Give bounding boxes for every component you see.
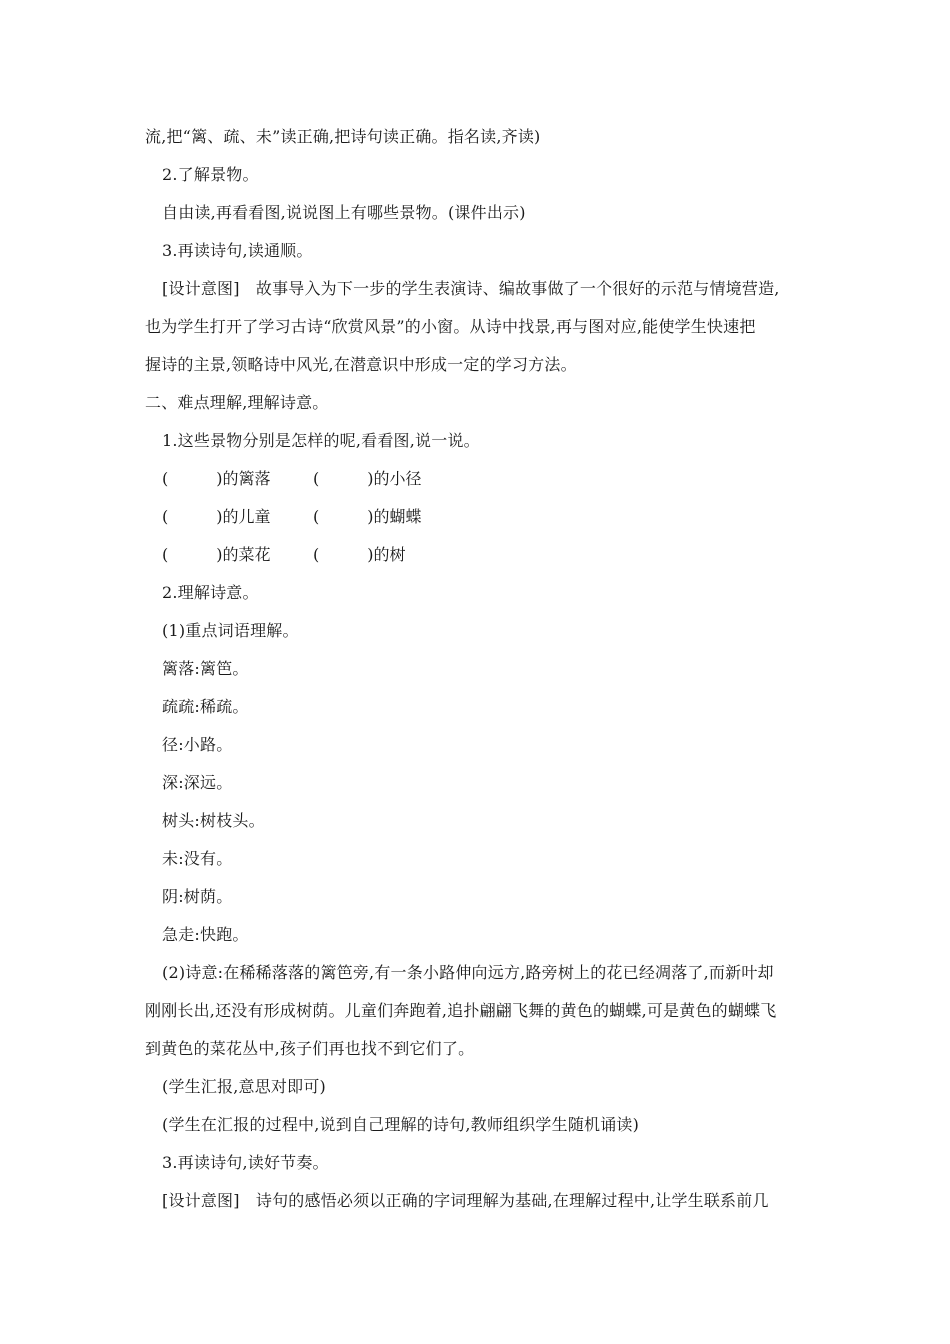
vocab-item: 急走:快跑。 <box>162 925 249 944</box>
poem-meaning-line: (2)诗意:在稀稀落落的篱笆旁,有一条小路伸向远方,路旁树上的花已经凋落了,而新叶却 <box>162 963 774 982</box>
note-line: (学生在汇报的过程中,说到自己理解的诗句,教师组织学生随机诵读) <box>162 1115 640 1134</box>
fill-blank-item: ( )的小径 <box>313 469 422 488</box>
vocab-item: 阴:树荫。 <box>162 887 233 906</box>
vocab-item: 篱落:篱笆。 <box>162 659 249 678</box>
paragraph-line: 握诗的主景,领略诗中风光,在潜意识中形成一定的学习方法。 <box>145 355 577 374</box>
vocab-item: 径:小路。 <box>162 735 233 754</box>
vocab-item: 疏疏:稀疏。 <box>162 697 249 716</box>
section-heading: 二、难点理解,理解诗意。 <box>145 393 329 412</box>
section-heading: 2.了解景物。 <box>162 165 259 184</box>
fill-blank-item: ( )的蝴蝶 <box>313 507 422 526</box>
subsection-heading: (1)重点词语理解。 <box>162 621 299 640</box>
design-intent-line: [设计意图] 故事导入为下一步的学生表演诗、编故事做了一个很好的示范与情境营造, <box>162 279 780 298</box>
fill-blank-item: ( )的篱落 <box>162 469 271 488</box>
fill-blank-item: ( )的儿童 <box>162 507 271 526</box>
poem-meaning-line: 到黄色的菜花丛中,孩子们再也找不到它们了。 <box>145 1039 475 1058</box>
design-intent-line: [设计意图] 诗句的感悟必须以正确的字词理解为基础,在理解过程中,让学生联系前几 <box>162 1191 769 1210</box>
paragraph-line: 自由读,再看看图,说说图上有哪些景物。(课件出示) <box>162 203 526 222</box>
vocab-item: 未:没有。 <box>162 849 233 868</box>
vocab-item: 深:深远。 <box>162 773 233 792</box>
paragraph-line: 流,把“篱、疏、未”读正确,把诗句读正确。指名读,齐读) <box>145 127 541 146</box>
note-line: (学生汇报,意思对即可) <box>162 1077 326 1096</box>
section-heading: 3.再读诗句,读通顺。 <box>162 241 313 260</box>
poem-meaning-line: 刚刚长出,还没有形成树荫。儿童们奔跑着,追扑翩翩飞舞的黄色的蝴蝶,可是黄色的蝴蝶飞 <box>145 1001 777 1020</box>
paragraph-line: 1.这些景物分别是怎样的呢,看看图,说一说。 <box>162 431 480 450</box>
vocab-item: 树头:树枝头。 <box>162 811 265 830</box>
section-heading: 2.理解诗意。 <box>162 583 259 602</box>
fill-blank-item: ( )的菜花 <box>162 545 271 564</box>
paragraph-line: 也为学生打开了学习古诗“欣赏风景”的小窗。从诗中找景,再与图对应,能使学生快速把 <box>145 317 756 336</box>
fill-blank-item: ( )的树 <box>313 545 406 564</box>
section-heading: 3.再读诗句,读好节奏。 <box>162 1153 329 1172</box>
